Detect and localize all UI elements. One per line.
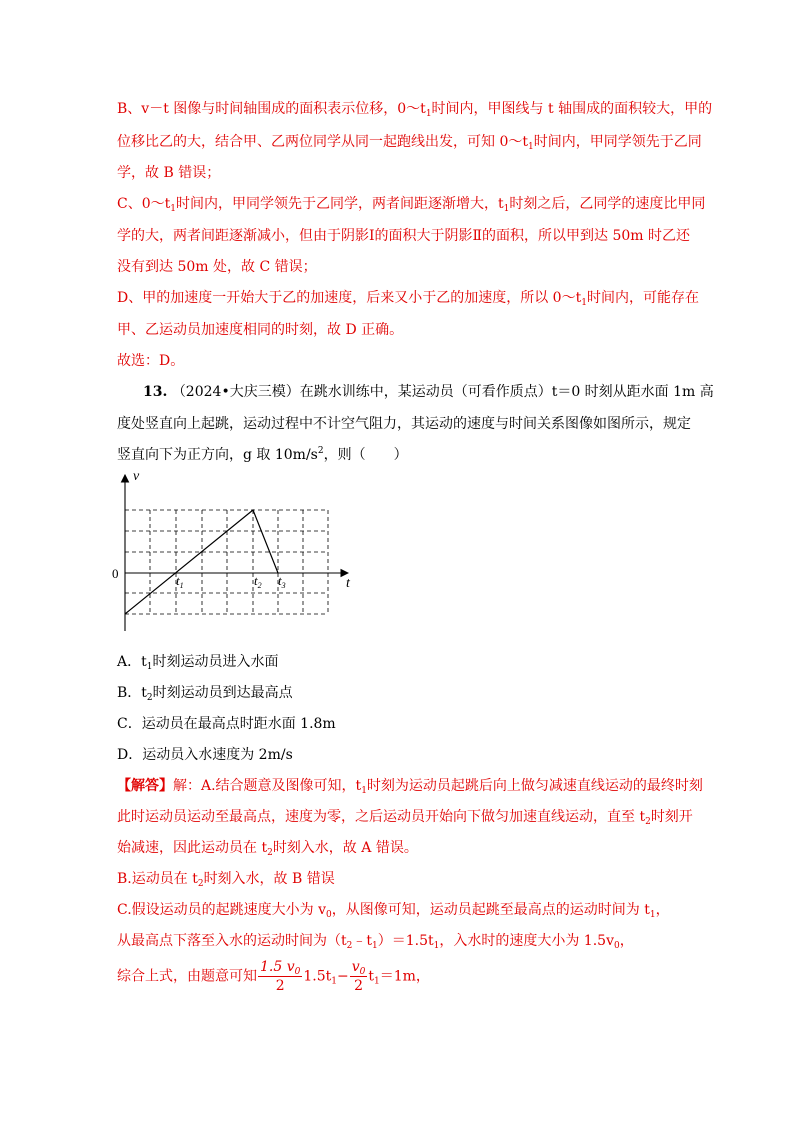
para-b-line3: 学，故 B 错误； [117, 165, 221, 181]
v-axis-label: v [133, 469, 140, 484]
solution-tag: 【解答】 [117, 778, 173, 794]
para-c-line2: 学的大，两者间距逐渐减小，但由于阴影Ⅰ的面积大于阴影Ⅱ的面积，所以甲到达 50m 时乙还 [117, 228, 691, 244]
para-c-line3: 没有到达 50m 处，故 C 错误； [117, 259, 317, 275]
solution-c-line1: C.假设运动员的起跳速度大小为 $v_0$，从图像可知，运动员起跳至最高点的运动时间为 $t_1$， [117, 902, 670, 920]
t3-label: $t_3$ [278, 573, 286, 590]
option-b: B．$t_2$时刻运动员到达最高点 [117, 685, 293, 703]
solution-line2: 此时运动员运动至最高点，速度为零，之后运动员开始向下做匀加速直线运动，直至 $t_2$时刻开 [117, 809, 693, 827]
fraction-1: $\frac{1.5 v_0}{2}$ [260, 959, 301, 994]
para-d-line1: D、甲的加速度一开始大于乙的加速度，后来又小于乙的加速度，所以 $0\sim t_1$时间内，可能存在 [117, 290, 699, 308]
solution-line3: 始减速，因此运动员在 $t_2$时刻入水，故 A 错误。 [117, 840, 418, 858]
option-d: D．运动员入水速度为 2m/s [117, 747, 293, 763]
para-c-line1: C、$0\sim t_1$时间内，甲同学领先于乙同学，两者间距逐渐增大，$t_1$时刻之后，乙同学的速度比甲同 [117, 196, 706, 214]
option-c: C．运动员在最高点时距水面 1.8m [117, 716, 336, 732]
solution-b: B.运动员在 $t_2$时刻入水，故 B 错误 [117, 871, 335, 889]
origin-label: 0 [112, 566, 119, 581]
velocity-time-graph [108, 465, 368, 635]
grid [125, 510, 328, 614]
question-line3: 竖直向下为正方向，g 取 $10m/s^2$，则（ ） [117, 446, 408, 463]
solution-formula: 综合上式，由题意可知 $\frac{1.5 v_0}{2}$ $1.5t_1-$ $\frac{v_0}{2}$ $t_1=1m$， [117, 959, 430, 994]
option-a: A．$t_1$时刻运动员进入水面 [117, 654, 279, 672]
para-b-line1: B、v－t 图像与时间轴围成的面积表示位移，$0\sim t_1$时间内，甲图线与 t 轴围成的面积较大，甲的 [117, 101, 713, 119]
t2-label: $t_2$ [254, 573, 262, 590]
solution-line1: 【解答】解：A.结合题意及图像可知，$t_1$时刻为运动员起跳后向上做匀减速直线运动的最终时刻 [117, 778, 703, 796]
para-b-line2: 位移比乙的大，结合甲、乙两位同学从同一起跑线出发，可知 $0\sim t_1$时间内，甲同学领先于乙同 [117, 134, 702, 152]
t1-label: $t_1$ [176, 573, 184, 590]
velocity-line [125, 510, 278, 614]
solution-c-line2: 从最高点下落至入水的运动时间为$(t_2﹣t_1)=1.5t_1$，入水时的速度大小为 $1.5v_0$， [117, 933, 634, 951]
question-number: 13. [143, 384, 168, 400]
t-axis-label: t [346, 576, 350, 591]
fraction-2: $\frac{v_0}{2}$ [351, 959, 366, 994]
answer-select: 故选：D。 [117, 353, 185, 369]
question-line1: 13. （2024•大庆三模）在跳水训练中，某运动员（可看作质点）t＝0 时刻从距水面 1m 高 [143, 384, 714, 400]
question-line2: 度处竖直向上起跳，运动过程中不计空气阻力，其运动的速度与时间关系图像如图所示，规定 [117, 416, 691, 432]
para-d-line2: 甲、乙运动员加速度相同的时刻，故 D 正确。 [117, 322, 404, 338]
